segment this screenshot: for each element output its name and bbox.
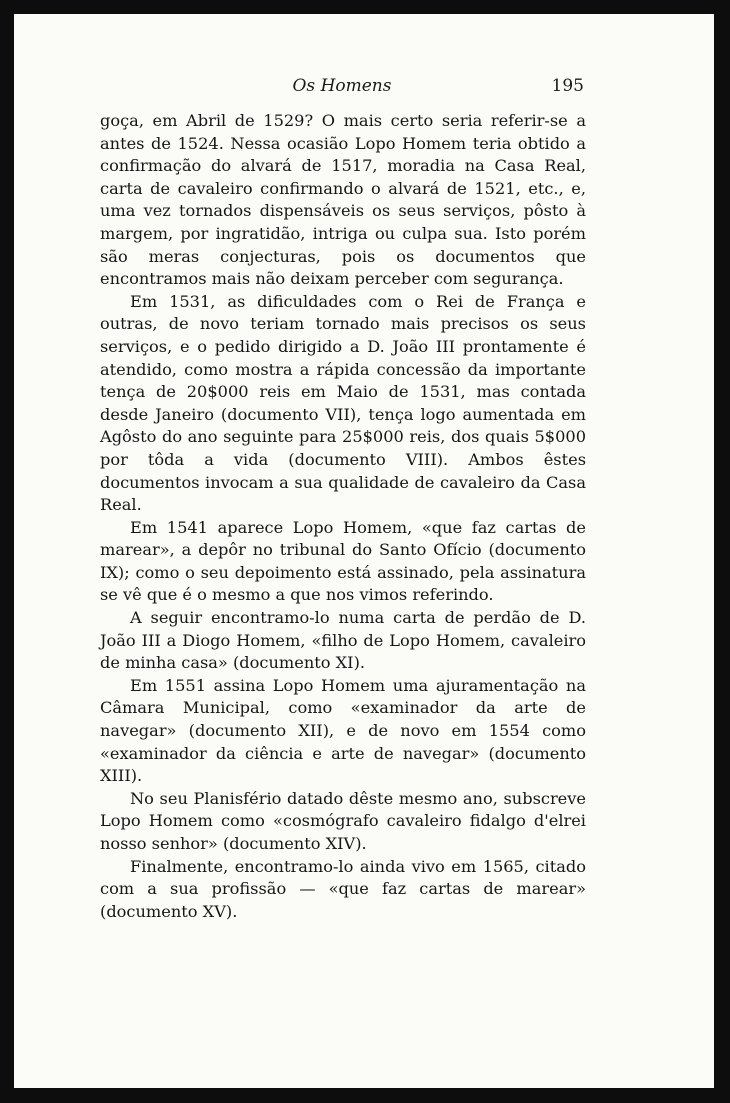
body-text [100, 110, 586, 923]
paragraph-2: Em 1531, as dificuldades com o Rei de França e outras, de novo teriam tornado mais precisos os seus serviços, e o pedido dirigido a D. João III prontamente é atendido, como mostra a rápida concessão da importante tença de 20$000 reis em Maio de 1531, mas contada desde Janeiro (documento VII), tença logo aumentada em Agôsto do ano seguinte para 25$000 reis, dos quais 5$000 por tôda a vida (documento VIII). Ambos êstes documentos invocam a sua qualidade de cavaleiro da Casa Real. [100, 291, 586, 515]
page-number: 195 [551, 76, 584, 96]
paragraph-6: No seu Planisfério datado dêste mesmo ano, subscreve Lopo Homem como «cosmógrafo cavaleiro fidalgo d'elrei nosso senhor» (documento XIV). [100, 788, 586, 853]
paragraph-3: Em 1541 aparece Lopo Homem, «que faz cartas de marear», a depôr no tribunal do Santo Ofício (documento IX); como o seu depoimento está assinado, pela assinatura se vê que é o mesmo a que nos vimos referindo. [100, 517, 586, 605]
paragraph-4: A seguir encontramo-lo numa carta de perdão de D. João III a Diogo Homem, «filho de Lopo Homem, cavaleiro de minha casa» (documento XI). [100, 608, 586, 673]
paragraph-1: goça, em Abril de 1529? O mais certo seria referir-se a antes de 1524. Nessa ocasião Lopo Homem teria obtido a confirmação do alvará de 1517, moradia na Casa Real, carta de cavaleiro confirmando o alvará de 1521, etc., e, uma vez tornados dispensáveis os seus serviços, pôsto à margem, por ingratidão, intriga ou culpa sua. Isto porém são meras conjecturas, pois os documentos que encontramos mais não deixam perceber com segurança. [100, 111, 586, 289]
book-page [14, 14, 714, 1088]
running-title: Os Homens [292, 76, 392, 96]
paragraph-7: Finalmente, encontramo-lo ainda vivo em 1565, citado com a sua profissão — «que faz cartas de marear» (documento XV). [100, 856, 586, 921]
paragraph-5: Em 1551 assina Lopo Homem uma ajuramentação na Câmara Municipal, como «examinador da arte de navegar» (documento XII), e de novo em 1554 como «examinador da ciência e arte de navegar» (documento XIII). [100, 675, 586, 786]
page-header [100, 76, 584, 100]
